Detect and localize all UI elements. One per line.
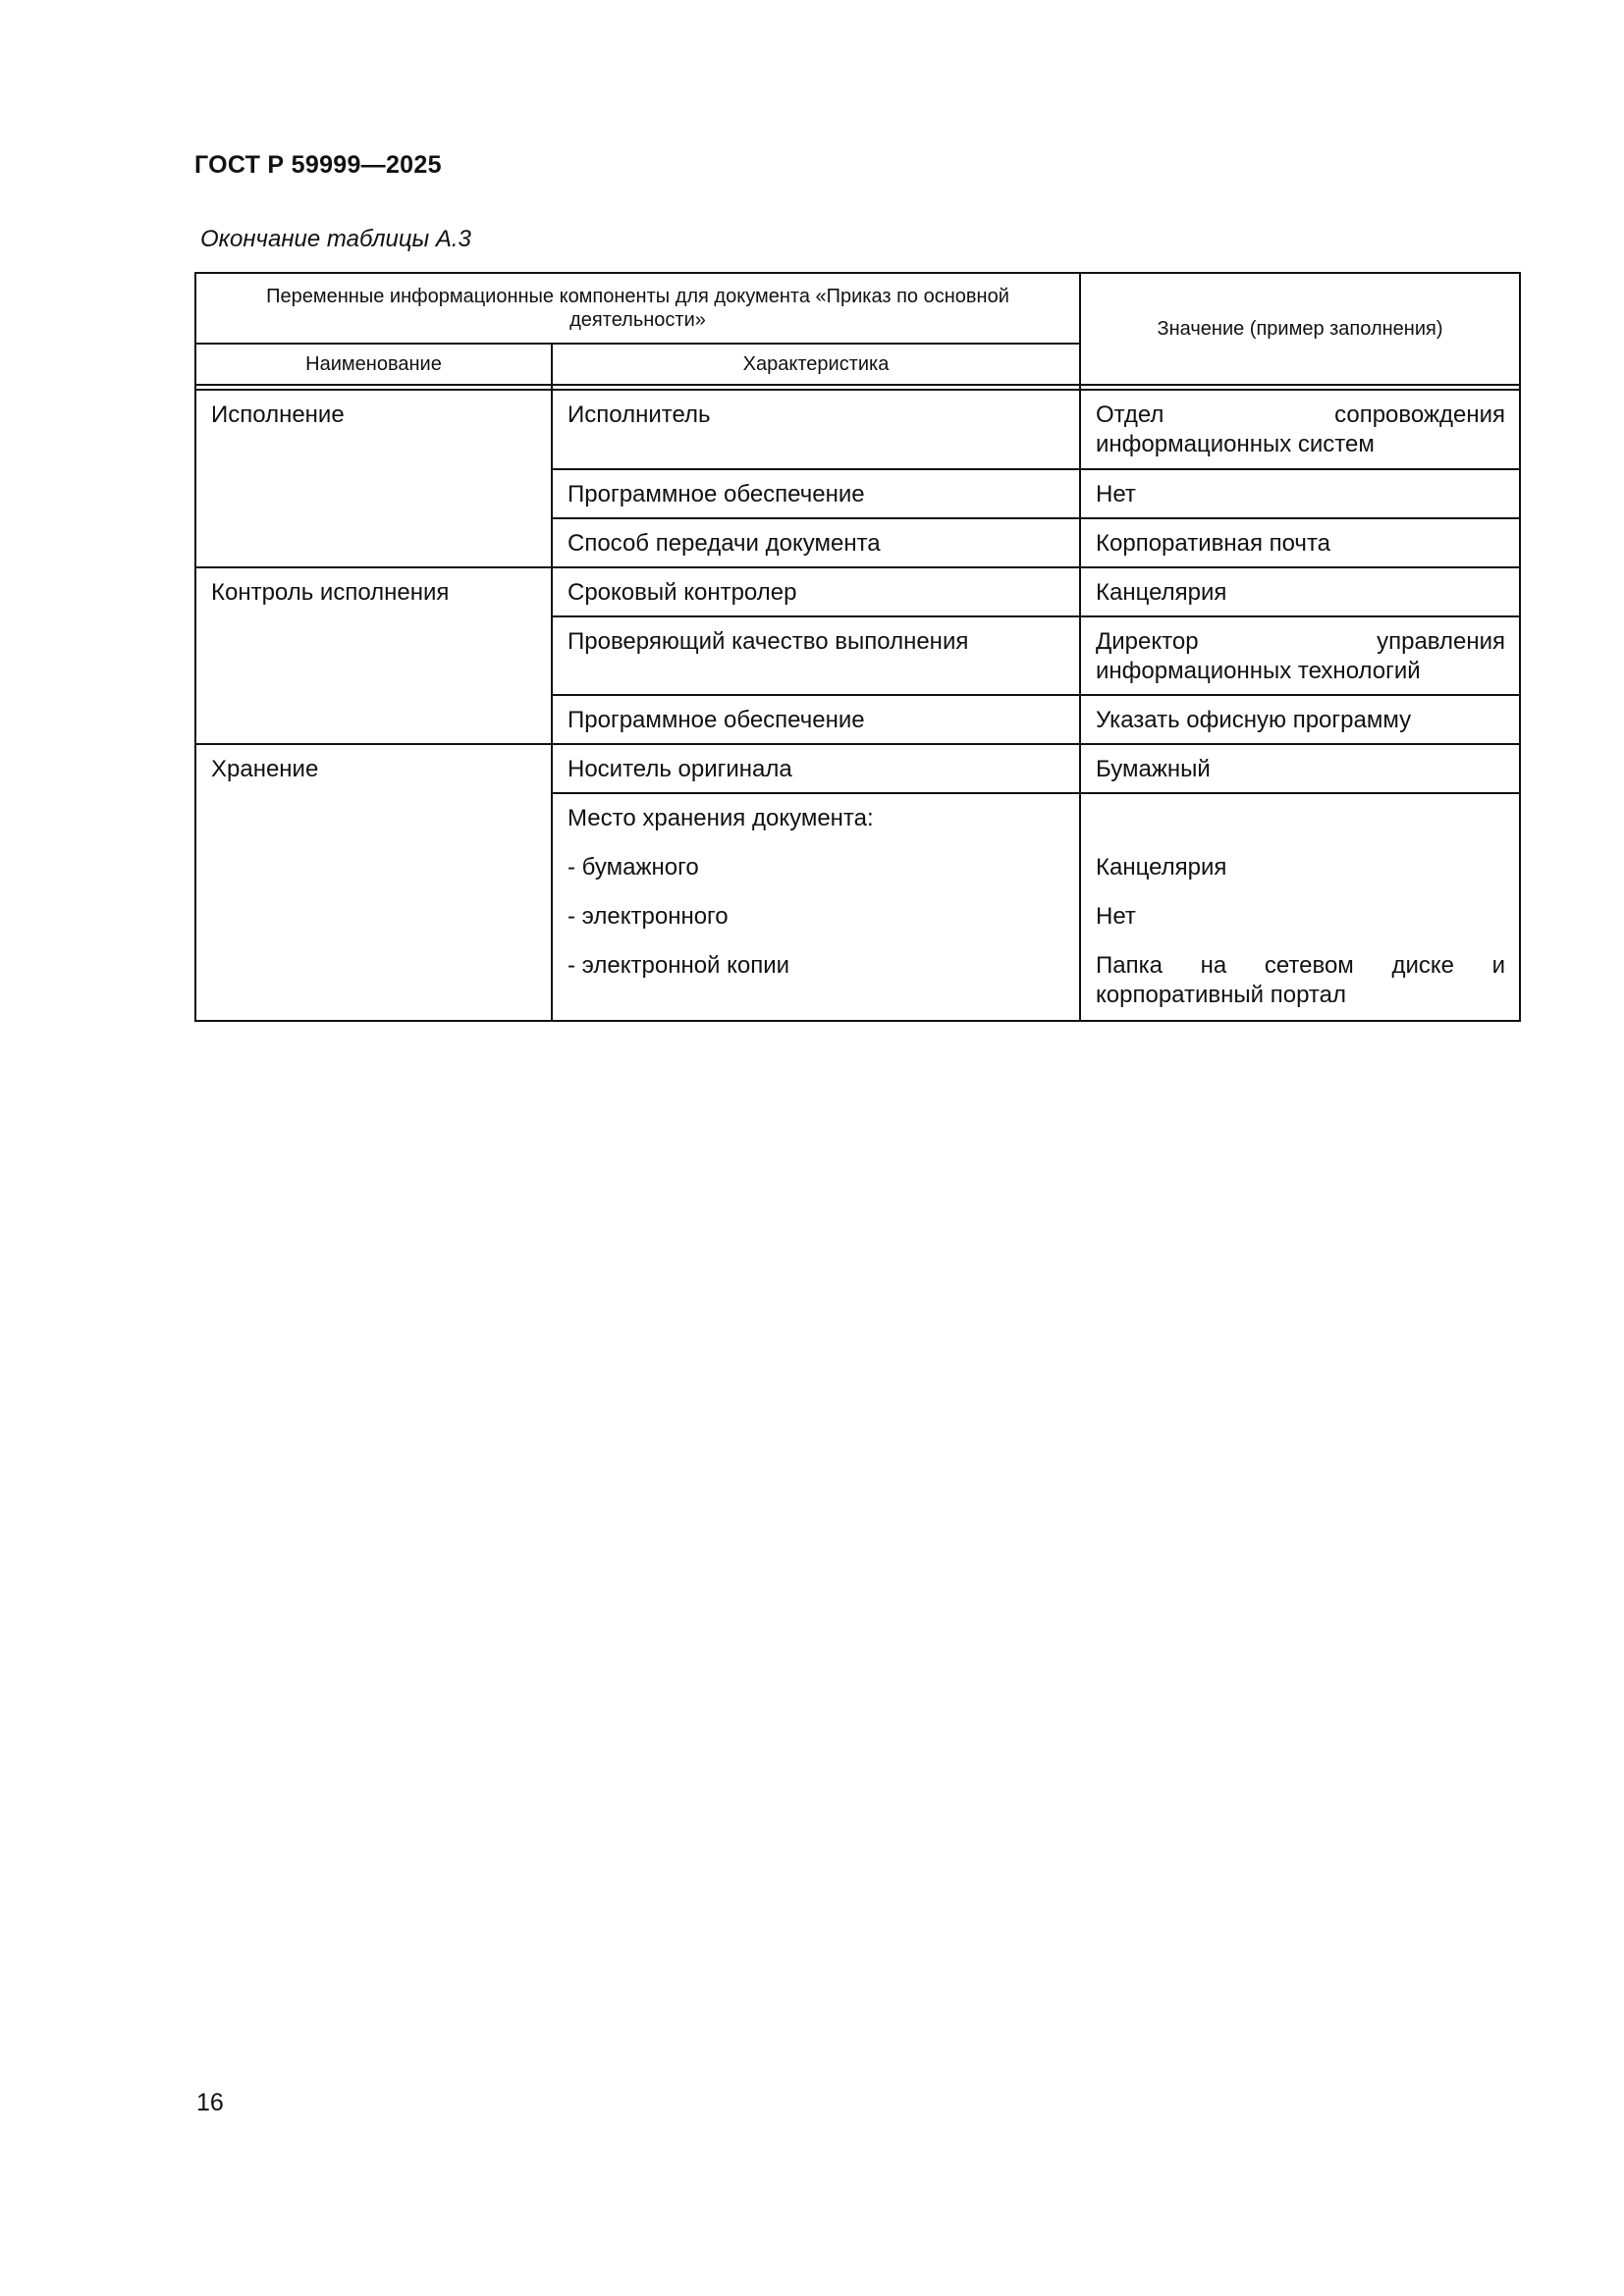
storage-value-empty	[1096, 794, 1505, 843]
section-name-cell	[195, 744, 552, 1021]
value-cell	[1080, 744, 1520, 793]
storage-characteristic-cell	[552, 793, 1080, 1021]
characteristic-cell	[552, 695, 1080, 744]
characteristic-cell	[552, 616, 1080, 695]
characteristic-text: Программное обеспечение	[568, 707, 865, 733]
characteristic-text: Способ передачи документа	[568, 530, 881, 557]
table-row	[195, 567, 1520, 616]
value-cell	[1080, 390, 1520, 469]
value-cell	[1080, 616, 1520, 695]
characteristic-cell	[552, 469, 1080, 518]
document-header: ГОСТ Р 59999—2025	[194, 151, 442, 179]
name-column-header: Наименование	[195, 344, 552, 385]
value-text: Нет	[1096, 481, 1136, 507]
storage-item-electronic: - электронного	[568, 903, 729, 930]
value-header: Значение (пример заполнения)	[1080, 273, 1520, 385]
value-cell	[1080, 518, 1520, 567]
characteristic-cell	[552, 518, 1080, 567]
characteristic-cell	[552, 744, 1080, 793]
storage-value-cell	[1080, 793, 1520, 1021]
value-text: Указать офисную программу	[1096, 707, 1412, 733]
value-cell	[1080, 469, 1520, 518]
table-caption: Окончание таблицы А.3	[200, 226, 471, 252]
value-text: Канцелярия	[1096, 579, 1227, 606]
characteristic-text: Исполнитель	[568, 401, 711, 428]
section-name-cell	[195, 390, 552, 567]
characteristic-text: Проверяющий качество выполнения	[568, 628, 969, 655]
characteristic-column-header: Характеристика	[552, 344, 1080, 385]
page-number: 16	[196, 2089, 224, 2116]
storage-value-electronic: Нет	[1096, 903, 1136, 930]
value-text: Бумажный	[1096, 756, 1211, 782]
value-cell	[1080, 567, 1520, 616]
value-text: Корпоративная почта	[1096, 530, 1331, 557]
storage-item-paper: - бумажного	[568, 854, 699, 881]
group-header: Переменные информационные компоненты для документа «Приказ по основной деятельности»	[195, 273, 1080, 344]
value-text: Отдел сопровождения информационных систем	[1096, 401, 1506, 457]
section-name: Хранение	[211, 756, 319, 782]
storage-value-paper: Канцелярия	[1096, 854, 1227, 881]
storage-item-electronic-copy: - электронной копии	[568, 952, 790, 979]
characteristic-text: Носитель оригинала	[568, 756, 792, 782]
value-cell	[1080, 695, 1520, 744]
section-name-cell	[195, 567, 552, 744]
table-row	[195, 744, 1520, 793]
storage-title: Место хранения документа:	[568, 805, 874, 831]
table-header-row	[195, 273, 1520, 344]
storage-value-electronic-copy: Папка на сетевом диске и корпоративный портал	[1096, 952, 1506, 1008]
section-name: Исполнение	[211, 401, 345, 428]
components-table	[194, 272, 1521, 1022]
section-name: Контроль исполнения	[211, 579, 450, 606]
characteristic-text: Программное обеспечение	[568, 481, 865, 507]
characteristic-cell	[552, 567, 1080, 616]
table-row	[195, 390, 1520, 469]
value-text: Директор управления информационных технологий	[1096, 628, 1506, 684]
characteristic-text: Сроковый контролер	[568, 579, 797, 606]
characteristic-cell	[552, 390, 1080, 469]
